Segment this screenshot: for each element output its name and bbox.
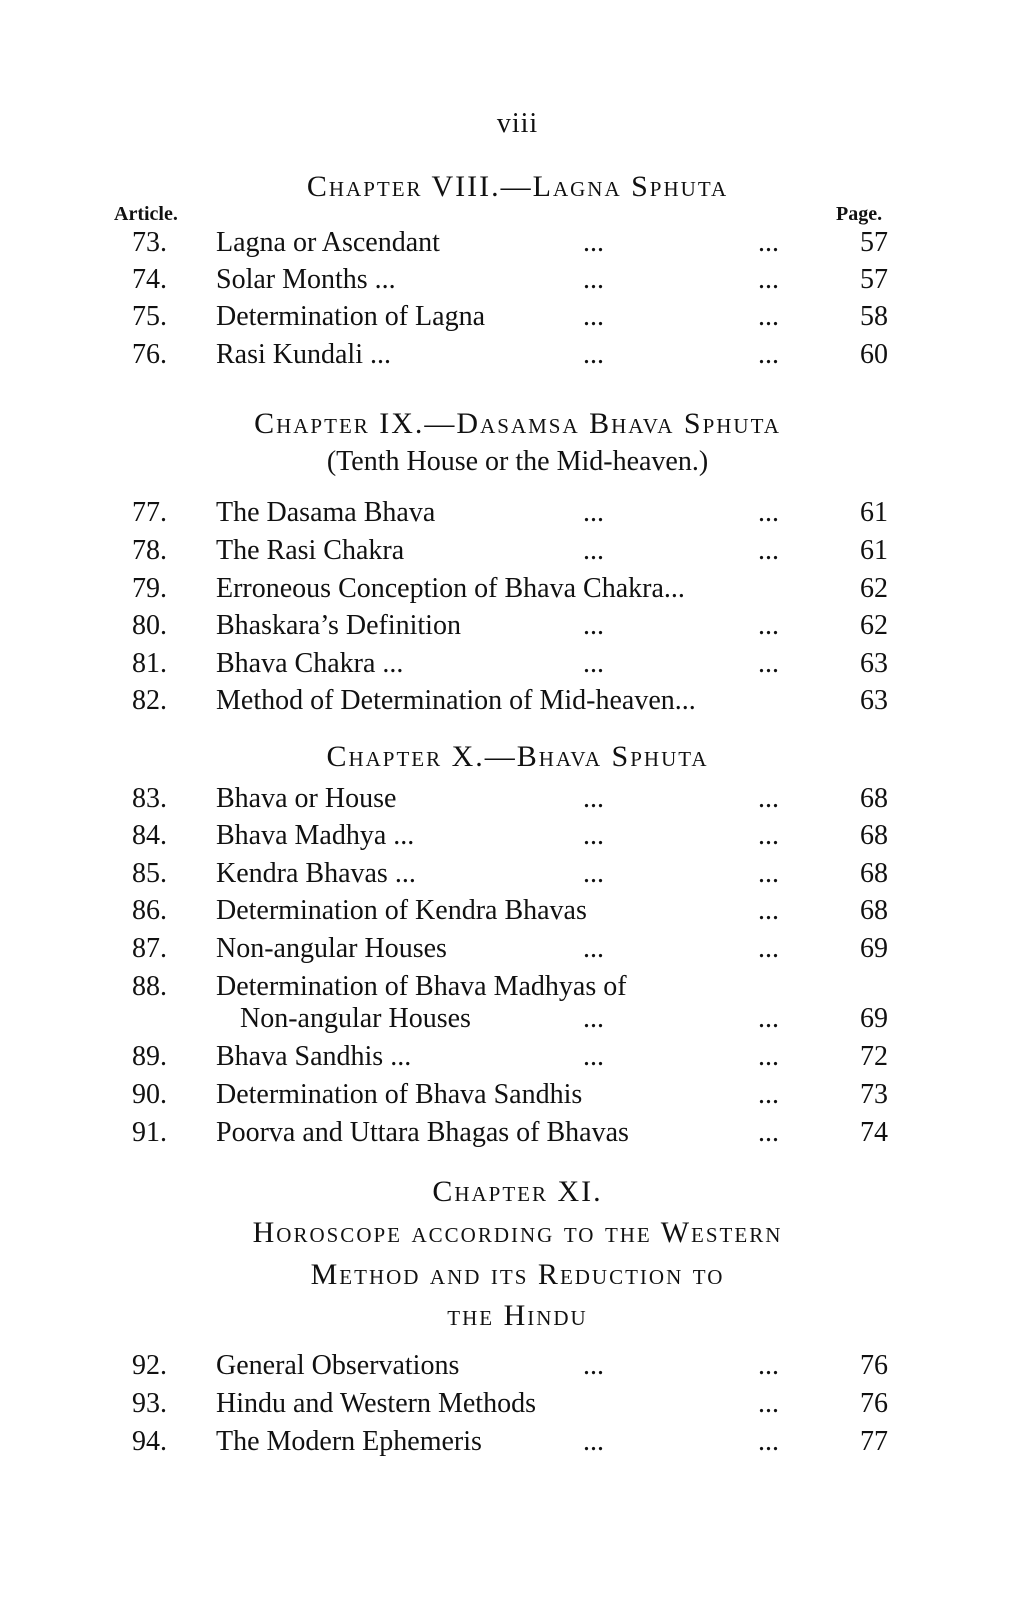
- entry-title: Bhava Sandhis ...: [216, 1041, 412, 1072]
- toc-entry: [0, 298, 1035, 336]
- entry-title: Bhava Chakra ...: [216, 648, 404, 679]
- article-number: 76.: [132, 339, 167, 370]
- entry-title: Hindu and Western Methods: [216, 1388, 536, 1419]
- toc-entry: [0, 1347, 1035, 1385]
- leader-dots: ...: [583, 1041, 604, 1072]
- entry-title: Kendra Bhavas ...: [216, 858, 416, 889]
- entry-title: Determination of Lagna: [216, 301, 486, 332]
- toc-entry: [0, 1114, 1035, 1152]
- toc-entry: [0, 532, 1035, 570]
- article-number: 83.: [132, 783, 167, 814]
- leader-dots: ...: [758, 1041, 779, 1072]
- entry-title: The Dasama Bhava: [216, 497, 436, 528]
- page-ref: 69: [860, 933, 888, 964]
- leader-dots: ...: [758, 1426, 779, 1457]
- entry-title: Lagna or Ascendant: [216, 227, 440, 258]
- page-ref: 76: [860, 1388, 888, 1419]
- page-ref: 72: [860, 1041, 888, 1072]
- entry-title: Determination of Kendra Bhavas: [216, 895, 587, 926]
- entry-title: Rasi Kundali ...: [216, 339, 391, 370]
- article-number: 92.: [132, 1350, 167, 1381]
- leader-dots: ...: [758, 497, 779, 528]
- article-number: 86.: [132, 895, 167, 926]
- page-ref: 77: [860, 1426, 888, 1457]
- toc-entry: [0, 682, 1035, 720]
- leader-dots: ...: [583, 820, 604, 851]
- leader-dots: ...: [583, 535, 604, 566]
- toc-entry: [0, 930, 1035, 968]
- page-ref: 57: [860, 264, 888, 295]
- leader-dots: ...: [758, 535, 779, 566]
- article-number: 85.: [132, 858, 167, 889]
- page-ref: 68: [860, 858, 888, 889]
- entry-title: Poorva and Uttara Bhagas of Bhavas: [216, 1117, 629, 1148]
- leader-dots: ...: [583, 783, 604, 814]
- leader-dots: ...: [758, 783, 779, 814]
- entry-title: Determination of Bhava Sandhis: [216, 1079, 583, 1110]
- article-number: 74.: [132, 264, 167, 295]
- article-column-label: Article.: [114, 203, 178, 225]
- article-number: 87.: [132, 933, 167, 964]
- page-ref: 76: [860, 1350, 888, 1381]
- leader-dots: ...: [583, 858, 604, 889]
- leader-dots: ...: [583, 1350, 604, 1381]
- chapter-title-line: Method and its Reduction to: [310, 1258, 725, 1291]
- leader-dots: ...: [758, 264, 779, 295]
- page-ref: 61: [860, 535, 888, 566]
- entry-title: Bhaskara’s Definition: [216, 610, 461, 641]
- page-ref: 73: [860, 1079, 888, 1110]
- leader-dots: ...: [583, 648, 604, 679]
- chapter-heading: Chapter XI.: [432, 1175, 603, 1208]
- chapter-title-line: the Hindu: [447, 1299, 588, 1332]
- leader-dots: ...: [758, 227, 779, 258]
- article-number: 88.: [132, 971, 167, 1002]
- article-number: 73.: [132, 227, 167, 258]
- entry-title: Method of Determination of Mid-heaven...: [216, 685, 696, 716]
- page-ref: 68: [860, 895, 888, 926]
- entry-title: Solar Months ...: [216, 264, 396, 295]
- toc-entry: [0, 892, 1035, 930]
- toc-entry: [0, 261, 1035, 299]
- toc-entry: [0, 570, 1035, 608]
- article-number: 77.: [132, 497, 167, 528]
- article-number: 90.: [132, 1079, 167, 1110]
- page-ref: 57: [860, 227, 888, 258]
- chapter-heading: Chapter IX.—Dasamsa Bhava Sphuta: [254, 407, 781, 440]
- toc-entry: [0, 780, 1035, 818]
- leader-dots: ...: [583, 497, 604, 528]
- entry-title: General Observations: [216, 1350, 460, 1381]
- page-ref: 69: [860, 1003, 888, 1034]
- page-ref: 58: [860, 301, 888, 332]
- leader-dots: ...: [758, 1117, 779, 1148]
- page-ref: 60: [860, 339, 888, 370]
- leader-dots: ...: [758, 820, 779, 851]
- entry-title: Determination of Bhava Madhyas of: [216, 971, 627, 1002]
- entry-title: Bhava Madhya ...: [216, 820, 415, 851]
- leader-dots: ...: [758, 858, 779, 889]
- chapter-subheading: (Tenth House or the Mid-heaven.): [326, 446, 709, 477]
- leader-dots: ...: [583, 933, 604, 964]
- toc-entry: [0, 855, 1035, 893]
- leader-dots: ...: [583, 301, 604, 332]
- page-ref: 61: [860, 497, 888, 528]
- leader-dots: ...: [758, 610, 779, 641]
- leader-dots: ...: [583, 1426, 604, 1457]
- article-number: 94.: [132, 1426, 167, 1457]
- toc-entry: [0, 1038, 1035, 1076]
- article-number: 80.: [132, 610, 167, 641]
- leader-dots: ...: [583, 339, 604, 370]
- toc-entry: [0, 1385, 1035, 1423]
- leader-dots: ...: [583, 1003, 604, 1034]
- leader-dots: ...: [583, 610, 604, 641]
- article-number: 91.: [132, 1117, 167, 1148]
- chapter-heading: Chapter X.—Bhava Sphuta: [326, 740, 709, 773]
- page-ref: 63: [860, 648, 888, 679]
- article-number: 84.: [132, 820, 167, 851]
- page-number: viii: [496, 108, 539, 139]
- chapter-title-line: Horoscope according to the Western: [252, 1216, 783, 1249]
- toc-entry: [0, 494, 1035, 532]
- toc-entry: [0, 607, 1035, 645]
- page-ref: 63: [860, 685, 888, 716]
- entry-title: Erroneous Conception of Bhava Chakra...: [216, 573, 685, 604]
- article-number: 93.: [132, 1388, 167, 1419]
- leader-dots: ...: [758, 339, 779, 370]
- leader-dots: ...: [758, 301, 779, 332]
- page-column-label: Page.: [836, 203, 883, 225]
- leader-dots: ...: [758, 648, 779, 679]
- leader-dots: ...: [758, 1350, 779, 1381]
- entry-title-continuation: Non-angular Houses: [240, 1003, 471, 1034]
- page-ref: 68: [860, 820, 888, 851]
- article-number: 82.: [132, 685, 167, 716]
- entry-title: The Rasi Chakra: [216, 535, 405, 566]
- leader-dots: ...: [583, 264, 604, 295]
- article-number: 79.: [132, 573, 167, 604]
- toc-entry-continuation: [0, 1000, 1035, 1038]
- leader-dots: ...: [758, 1003, 779, 1034]
- page-ref: 74: [860, 1117, 888, 1148]
- toc-entry: [0, 645, 1035, 683]
- article-number: 78.: [132, 535, 167, 566]
- leader-dots: ...: [758, 933, 779, 964]
- entry-title: Bhava or House: [216, 783, 397, 814]
- toc-entry: [0, 817, 1035, 855]
- leader-dots: ...: [583, 227, 604, 258]
- page-ref: 62: [860, 610, 888, 641]
- article-number: 81.: [132, 648, 167, 679]
- entry-title: Non-angular Houses: [216, 933, 447, 964]
- leader-dots: ...: [758, 895, 779, 926]
- toc-entry: [0, 224, 1035, 262]
- article-number: 89.: [132, 1041, 167, 1072]
- entry-title: The Modern Ephemeris: [216, 1426, 482, 1457]
- page-ref: 68: [860, 783, 888, 814]
- chapter-heading: Chapter VIII.—Lagna Sphuta: [306, 170, 729, 203]
- article-number: 75.: [132, 301, 167, 332]
- leader-dots: ...: [758, 1388, 779, 1419]
- toc-entry: [0, 1423, 1035, 1461]
- toc-entry: [0, 336, 1035, 374]
- page-ref: 62: [860, 573, 888, 604]
- toc-entry: [0, 1076, 1035, 1114]
- leader-dots: ...: [758, 1079, 779, 1110]
